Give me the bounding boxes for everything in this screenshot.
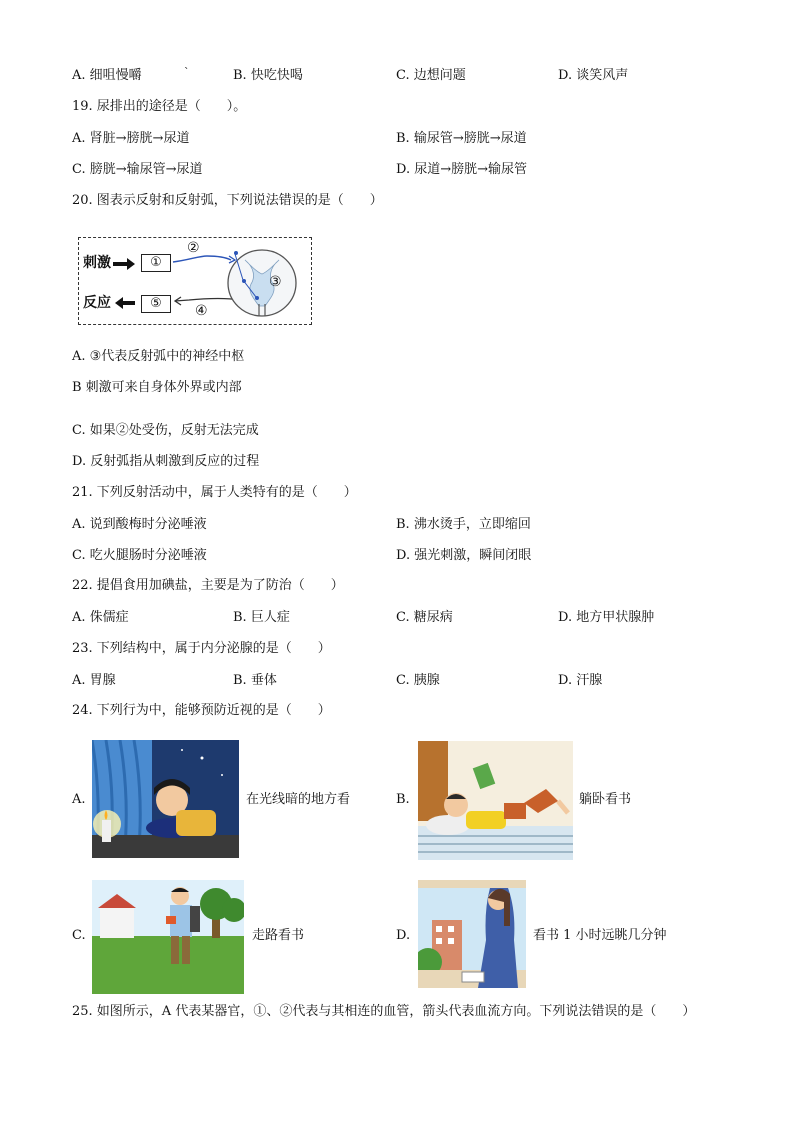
q24-option-d-caption: 看书 1 小时远眺几分钟 [533,928,667,943]
q19-option-d: D. 尿道→膀胱→输尿管 [396,162,528,177]
q23-option-c: C. 胰腺 [396,673,440,688]
stray-mark: ` [184,66,190,79]
q22-stem: 22. 提倡食用加碘盐，主要是为了防治（ ） [72,578,344,593]
q24-option-b-caption: 躺卧看书 [579,792,632,807]
walking-reading-image [92,880,244,994]
response-arrow [115,297,135,309]
q19-option-c: C. 膀胱→输尿管→尿道 [72,162,203,177]
q21-option-a: A. 说到酸梅时分泌唾液 [72,517,207,532]
efferent-nerve [175,299,239,302]
q20-stem: 20. 图表示反射和反射弧，下列说法错误的是（ ） [72,193,383,208]
label-3: ③ [269,274,282,290]
reflex-arc-diagram [78,237,312,325]
stimulus-label: 刺激 [83,255,111,271]
looking-distance-image [418,880,526,988]
q24-option-a-caption: 在光线暗的地方看 [246,792,351,807]
q18-option-d: D. 谈笑风声 [558,68,629,83]
effector-box: ⑤ [141,295,171,313]
q23-option-b: B. 垂体 [233,673,277,688]
q23-stem: 23. 下列结构中，属于内分泌腺的是（ ） [72,641,331,656]
response-label: 反应 [83,295,111,311]
q22-option-a: A. 侏儒症 [72,610,129,625]
q24-option-b-letter: B. [396,792,410,807]
q18-option-a: A. 细咀慢嚼 [72,68,142,83]
q19-option-a: A. 肾脏→膀胱→尿道 [72,131,190,146]
q20-option-c: C. 如果②处受伤，反射无法完成 [72,423,259,438]
q24-option-c-letter: C. [72,928,86,943]
stimulus-arrow [113,258,135,270]
q18-option-b: B. 快吃快喝 [233,68,303,83]
q21-option-d: D. 强光刺激，瞬间闭眼 [396,548,532,563]
afferent-nerve [173,256,231,262]
q20-option-a: A. ③代表反射弧中的神经中枢 [72,349,245,364]
q19-stem: 19. 尿排出的途径是（ ）。 [72,99,247,114]
receptor-box: ① [141,254,171,272]
q21-option-b: B. 沸水烫手，立即缩回 [396,517,531,532]
q21-stem: 21. 下列反射活动中，属于人类特有的是（ ） [72,485,357,500]
q22-option-c: C. 糖尿病 [396,610,453,625]
q20-option-d: D. 反射弧指从刺激到反应的过程 [72,454,260,469]
label-4: ④ [195,303,208,319]
q23-option-a: A. 胃腺 [72,673,116,688]
q19-option-b: B. 输尿管→膀胱→尿道 [396,131,527,146]
q24-option-d-letter: D. [396,928,411,943]
q23-option-d: D. 汗腺 [558,673,603,688]
q22-option-b: B. 巨人症 [233,610,290,625]
label-2: ② [187,240,200,256]
q18-option-c: C. 边想问题 [396,68,466,83]
q25-stem: 25. 如图所示，A 代表某器官，①、②代表与其相连的血管，箭头代表血流方向。下列说法错误的是（ ） [72,1004,696,1019]
q22-option-d: D. 地方甲状腺肿 [558,610,655,625]
q24-option-a-letter: A. [72,792,86,807]
q21-option-c: C. 吃火腿肠时分泌唾液 [72,548,207,563]
q24-stem: 24. 下列行为中，能够预防近视的是（ ） [72,703,331,718]
q20-option-b: B 刺激可来自身体外界或内部 [72,380,242,395]
lying-reading-image [418,741,573,860]
dim-light-reading-image [92,740,239,858]
q24-option-c-caption: 走路看书 [252,928,305,943]
